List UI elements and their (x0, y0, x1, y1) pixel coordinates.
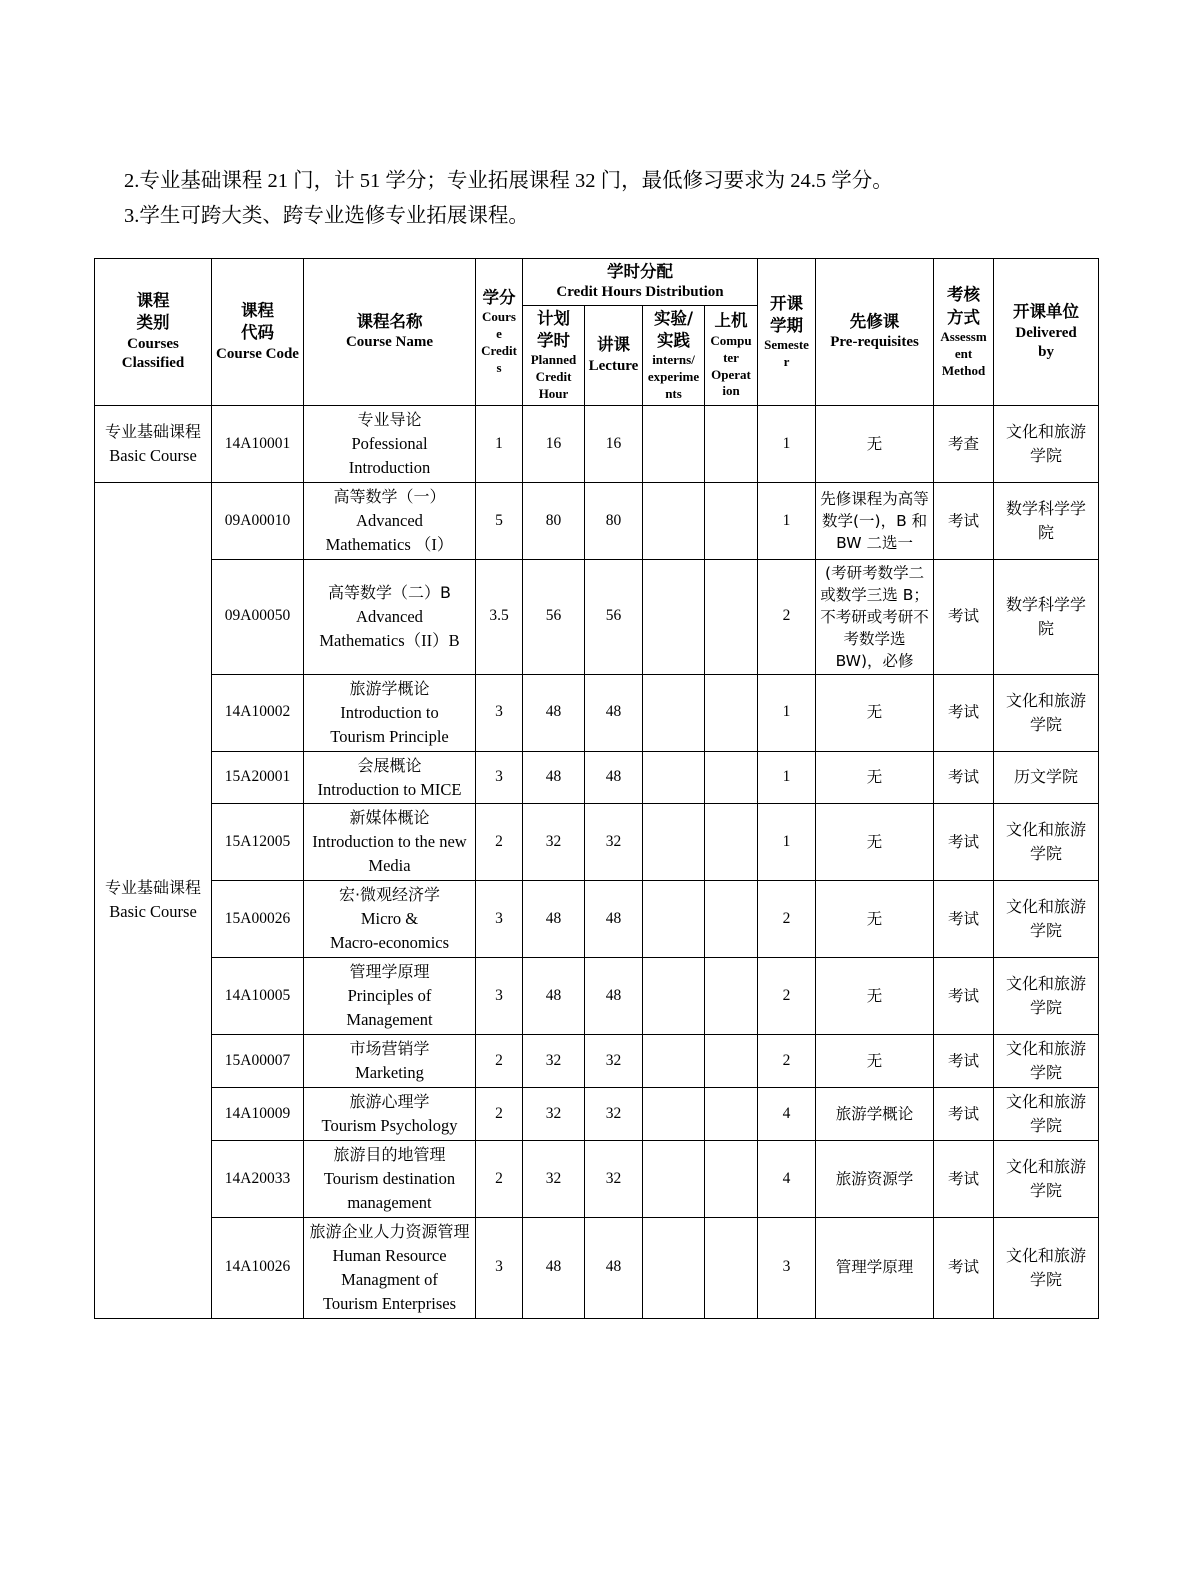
cell-semester: 2 (758, 1034, 816, 1087)
cell-computer-hours (705, 482, 758, 559)
table-row (95, 804, 1099, 881)
cell-computer-hours (705, 751, 758, 804)
cell-lecture-hours: 56 (585, 559, 643, 674)
cell-credits: 2 (476, 1140, 523, 1217)
cell-planned-hours: 32 (523, 1140, 585, 1217)
header-course-name: 课程名称 Course Name (304, 259, 476, 406)
cell-experiment-hours (643, 804, 705, 881)
cell-lecture-hours: 48 (585, 674, 643, 751)
cell-prerequisites: 无 (816, 751, 934, 804)
cell-assessment: 考试 (934, 674, 994, 751)
cell-course-code: 14A10005 (212, 958, 304, 1035)
cell-course-name: 旅游心理学 Tourism Psychology (304, 1087, 476, 1140)
cell-category-mid: 专业基础课程 Basic Course (95, 482, 212, 1318)
cell-semester: 4 (758, 1140, 816, 1217)
cell-course-name: 高等数学（二）B Advanced Mathematics（II）B (304, 559, 476, 674)
cell-course-code: 14A10002 (212, 674, 304, 751)
cell-assessment: 考试 (934, 1034, 994, 1087)
table-row (95, 559, 1099, 674)
cell-course-name: 高等数学（一） Advanced Mathematics （I） (304, 482, 476, 559)
cell-experiment-hours (643, 958, 705, 1035)
cell-course-name: 旅游学概论 Introduction to Tourism Principle (304, 674, 476, 751)
cell-lecture-hours: 48 (585, 751, 643, 804)
cell-experiment-hours (643, 1140, 705, 1217)
table-row (95, 482, 1099, 559)
cell-computer-hours (705, 1140, 758, 1217)
cell-computer-hours (705, 804, 758, 881)
cell-semester: 1 (758, 405, 816, 482)
header-experiment: 实验/ 实践 interns/ experime nts (643, 305, 705, 405)
cell-prerequisites: 无 (816, 405, 934, 482)
table-row (95, 881, 1099, 958)
intro-line-2: 3.学生可跨大类、跨专业选修专业拓展课程。 (124, 205, 529, 227)
cell-experiment-hours (643, 881, 705, 958)
header-planned-credit-hour: 计划 学时 Planned Credit Hour (523, 305, 585, 405)
cell-course-code: 09A00010 (212, 482, 304, 559)
curriculum-table (94, 258, 1099, 1319)
cell-delivered-by: 文化和旅游 学院 (994, 1087, 1099, 1140)
cell-computer-hours (705, 1217, 758, 1318)
table-row (95, 958, 1099, 1035)
header-semester: 开课 学期 Semeste r (758, 259, 816, 406)
cell-computer-hours (705, 1034, 758, 1087)
header-assessment-method: 考核 方式 Assessm ent Method (934, 259, 994, 406)
cell-lecture-hours: 48 (585, 881, 643, 958)
cell-computer-hours (705, 559, 758, 674)
cell-delivered-by: 文化和旅游 学院 (994, 1140, 1099, 1217)
table-row (95, 405, 1099, 482)
cell-assessment: 考试 (934, 1217, 994, 1318)
header-credits: 学分 Cours e Credit s (476, 259, 523, 406)
cell-lecture-hours: 48 (585, 1217, 643, 1318)
table-header-row-1 (95, 259, 1099, 306)
cell-delivered-by: 文化和旅游 学院 (994, 1217, 1099, 1318)
cell-lecture-hours: 48 (585, 958, 643, 1035)
cell-computer-hours (705, 881, 758, 958)
cell-planned-hours: 32 (523, 1087, 585, 1140)
cell-prerequisites: 管理学原理 (816, 1217, 934, 1318)
header-category: 课程 类别 Courses Classified (95, 259, 212, 406)
cell-planned-hours: 16 (523, 405, 585, 482)
cell-course-name: 专业导论 Pofessional Introduction (304, 405, 476, 482)
cell-course-code: 15A20001 (212, 751, 304, 804)
cell-planned-hours: 48 (523, 958, 585, 1035)
cell-course-name: 新媒体概论 Introduction to the new Media (304, 804, 476, 881)
cell-credits: 1 (476, 405, 523, 482)
cell-delivered-by: 文化和旅游 学院 (994, 881, 1099, 958)
cell-semester: 1 (758, 482, 816, 559)
cell-lecture-hours: 32 (585, 1034, 643, 1087)
cell-assessment: 考试 (934, 751, 994, 804)
cell-credits: 3 (476, 674, 523, 751)
cell-experiment-hours (643, 674, 705, 751)
cell-assessment: 考试 (934, 482, 994, 559)
header-course-code: 课程 代码 Course Code (212, 259, 304, 406)
cell-planned-hours: 32 (523, 804, 585, 881)
cell-planned-hours: 48 (523, 751, 585, 804)
header-computer-operation: 上机 Compu ter Operat ion (705, 305, 758, 405)
intro-line-1: 2.专业基础课程 21 门，计 51 学分；专业拓展课程 32 门，最低修习要求为 24.5 学分。 (124, 170, 893, 192)
cell-experiment-hours (643, 559, 705, 674)
table-row (95, 751, 1099, 804)
cell-prerequisites: 无 (816, 958, 934, 1035)
header-delivered-by: 开课单位 Delivered by (994, 259, 1099, 406)
cell-credits: 3.5 (476, 559, 523, 674)
cell-prerequisites: 无 (816, 1034, 934, 1087)
cell-delivered-by: 数学科学学 院 (994, 559, 1099, 674)
cell-course-code: 15A00007 (212, 1034, 304, 1087)
table-row (95, 1087, 1099, 1140)
cell-assessment: 考试 (934, 804, 994, 881)
cell-assessment: 考试 (934, 1087, 994, 1140)
cell-delivered-by: 文化和旅游 学院 (994, 405, 1099, 482)
cell-course-name: 旅游企业人力资源管理 Human Resource Managment of Tourism Enterprises (304, 1217, 476, 1318)
cell-semester: 2 (758, 958, 816, 1035)
cell-credits: 3 (476, 1217, 523, 1318)
cell-assessment: 考试 (934, 958, 994, 1035)
table-row (95, 1217, 1099, 1318)
cell-computer-hours (705, 958, 758, 1035)
table-row (95, 674, 1099, 751)
cell-delivered-by: 文化和旅游 学院 (994, 674, 1099, 751)
cell-semester: 3 (758, 1217, 816, 1318)
cell-credits: 5 (476, 482, 523, 559)
cell-delivered-by: 文化和旅游 学院 (994, 804, 1099, 881)
cell-assessment: 考试 (934, 559, 994, 674)
cell-experiment-hours (643, 1217, 705, 1318)
cell-semester: 2 (758, 881, 816, 958)
cell-course-name: 会展概论 Introduction to MICE (304, 751, 476, 804)
cell-planned-hours: 80 (523, 482, 585, 559)
cell-credits: 2 (476, 804, 523, 881)
cell-category-top: 专业基础课程 Basic Course (95, 405, 212, 482)
cell-planned-hours: 32 (523, 1034, 585, 1087)
cell-experiment-hours (643, 751, 705, 804)
cell-course-code: 15A12005 (212, 804, 304, 881)
cell-course-code: 14A10009 (212, 1087, 304, 1140)
cell-computer-hours (705, 1087, 758, 1140)
cell-prerequisites: 先修课程为高等数学(一)，B 和 BW 二选一 (816, 482, 934, 559)
cell-experiment-hours (643, 1087, 705, 1140)
cell-prerequisites: (考研考数学二或数学三选 B；不考研或考研不考数学选 BW)，必修 (816, 559, 934, 674)
cell-planned-hours: 48 (523, 674, 585, 751)
cell-assessment: 考查 (934, 405, 994, 482)
cell-course-name: 管理学原理 Principles of Management (304, 958, 476, 1035)
cell-assessment: 考试 (934, 881, 994, 958)
cell-planned-hours: 48 (523, 881, 585, 958)
cell-credits: 3 (476, 958, 523, 1035)
cell-experiment-hours (643, 1034, 705, 1087)
cell-prerequisites: 无 (816, 881, 934, 958)
cell-semester: 1 (758, 804, 816, 881)
intro-paragraphs (96, 165, 1106, 235)
cell-credits: 3 (476, 881, 523, 958)
cell-semester: 2 (758, 559, 816, 674)
header-credit-hours-distribution: 学时分配 Credit Hours Distribution (523, 259, 758, 306)
cell-course-code: 14A10026 (212, 1217, 304, 1318)
cell-delivered-by: 文化和旅游 学院 (994, 1034, 1099, 1087)
cell-lecture-hours: 80 (585, 482, 643, 559)
cell-course-name: 旅游目的地管理 Tourism destination management (304, 1140, 476, 1217)
cell-planned-hours: 56 (523, 559, 585, 674)
cell-lecture-hours: 32 (585, 804, 643, 881)
cell-semester: 4 (758, 1087, 816, 1140)
cell-computer-hours (705, 674, 758, 751)
cell-experiment-hours (643, 482, 705, 559)
cell-prerequisites: 无 (816, 804, 934, 881)
cell-prerequisites: 无 (816, 674, 934, 751)
table-row (95, 1034, 1099, 1087)
cell-semester: 1 (758, 751, 816, 804)
cell-course-code: 15A00026 (212, 881, 304, 958)
cell-prerequisites: 旅游学概论 (816, 1087, 934, 1140)
cell-credits: 2 (476, 1034, 523, 1087)
cell-lecture-hours: 16 (585, 405, 643, 482)
cell-lecture-hours: 32 (585, 1140, 643, 1217)
cell-semester: 1 (758, 674, 816, 751)
cell-credits: 3 (476, 751, 523, 804)
cell-planned-hours: 48 (523, 1217, 585, 1318)
cell-course-code: 09A00050 (212, 559, 304, 674)
cell-delivered-by: 历文学院 (994, 751, 1099, 804)
cell-computer-hours (705, 405, 758, 482)
cell-experiment-hours (643, 405, 705, 482)
cell-lecture-hours: 32 (585, 1087, 643, 1140)
cell-delivered-by: 数学科学学 院 (994, 482, 1099, 559)
cell-course-name: 市场营销学 Marketing (304, 1034, 476, 1087)
cell-prerequisites: 旅游资源学 (816, 1140, 934, 1217)
header-lecture: 讲课 Lecture (585, 305, 643, 405)
cell-assessment: 考试 (934, 1140, 994, 1217)
table-row (95, 1140, 1099, 1217)
cell-course-name: 宏·微观经济学 Micro & Macro-economics (304, 881, 476, 958)
header-prerequisites: 先修课 Pre-requisites (816, 259, 934, 406)
cell-credits: 2 (476, 1087, 523, 1140)
cell-delivered-by: 文化和旅游 学院 (994, 958, 1099, 1035)
cell-course-code: 14A20033 (212, 1140, 304, 1217)
cell-course-code: 14A10001 (212, 405, 304, 482)
